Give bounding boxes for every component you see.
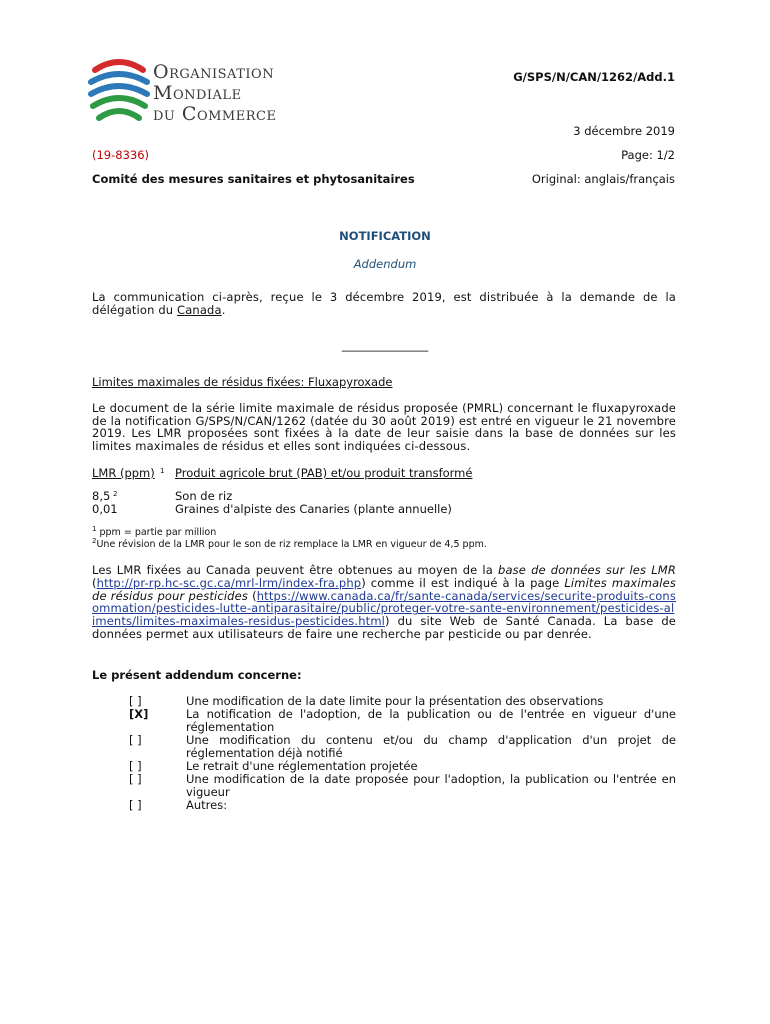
concern-item — [92, 773, 676, 799]
concern-text: Une modification du contenu et/ou du champ d'application d'un projet de réglementation déjà notifié — [186, 733, 676, 760]
mrl-table-header: LMR (ppm) 1 Produit agricole brut (PAB) et/ou produit transformé — [92, 466, 473, 480]
footnote-1 — [92, 524, 487, 539]
logo-line-1: Organisation — [153, 61, 275, 83]
notification-title: NOTIFICATION — [339, 229, 431, 243]
mrl-table — [92, 467, 676, 516]
mrl-value: 8,5 — [92, 489, 111, 503]
intro-text: La communication ci-après, reçue le 3 décembre 2019, est distribuée à la demande de la délégation du — [92, 290, 676, 317]
concern-item — [92, 799, 676, 812]
concern-text: Autres: — [186, 798, 228, 812]
concerns-heading: Le présent addendum concerne: — [92, 668, 302, 682]
pesticide-mrl-page-link[interactable]: https://www.canada.ca/fr/sante-canada/services/securite-produits-consommation/pesticides-lutte-antiparasitaire/public/proteger-votre-sante-environnement/pesticides-aliments/limites-maximales-residus-pesticides.html — [92, 588, 676, 629]
concern-text: La notification de l'adoption, de la publication ou de l'entrée en vigueur d'une réglementation — [186, 707, 676, 734]
mrl-row-1: 8,5 2 Son de riz — [92, 489, 233, 503]
logo-line-3: du Commerce — [153, 103, 277, 125]
addendum-subtitle: Addendum — [353, 257, 417, 271]
body-paragraph: Le document de la série limite maximale de résidus proposée (PMRL) concernant le fluxapyroxade de la notification G/SPS/N/CAN/1262 (datée du 30 août 2019) est entré en vigueur le 21 novembre 2019. Les LMR proposées sont fixées à la date de leur saisie dans la base de données sur les limites maximales de résidus et elles sont indiquées ci-dessous. — [92, 401, 676, 453]
reference-number: (19-8336) — [92, 148, 150, 162]
checkbox-unchecked: [ ] — [129, 733, 142, 747]
product-col-header: Produit agricole brut (PAB) et/ou produit transformé — [175, 466, 473, 480]
footnote-mark: 2 — [92, 536, 97, 545]
wto-logo — [85, 56, 335, 128]
footnote-2 — [92, 536, 487, 551]
intro-paragraph — [92, 291, 676, 316]
checkbox-unchecked: [ ] — [129, 759, 142, 773]
footnote-text: ppm = partie par million — [99, 527, 217, 538]
footnote-text: Une révision de la LMR pour le son de riz remplace la LMR en vigueur de 4,5 ppm. — [96, 539, 487, 550]
separator: _______________ — [341, 338, 429, 352]
mrl-product: Son de riz — [175, 489, 233, 503]
checkbox-unchecked: [ ] — [129, 694, 142, 708]
concern-text: Une modification de la date proposée pour l'adoption, la publication ou l'entrée en vigueur — [186, 772, 676, 799]
concerns-list — [92, 695, 676, 812]
concern-text: Une modification de la date limite pour la présentation des observations — [186, 694, 604, 708]
mrl-col-header: LMR (ppm) — [92, 466, 155, 480]
database-paragraph: Les LMR fixées au Canada peuvent être obtenues au moyen de la base de données sur les LMR (http://pr-rp.hc-sc.gc.ca/mrl-lrm/index-fra.php) comme il est indiqué à la page Limites maximales de résidus pour pesticides (https://www.canada.ca/fr/sante-canada/services/securite-produits-consommation/pesticides-lutte-antiparasitaire/public/proteger-votre-sante-environnement/pesticides-aliments/limites-maximales-residus-pesticides.html) du site Web de Santé Canada. La base de données permet aux utilisateurs de faire une recherche par pesticide ou par denrée. — [92, 563, 676, 641]
checkbox-unchecked: [ ] — [129, 772, 142, 786]
intro-end: . — [221, 302, 226, 317]
logo-text — [153, 62, 343, 125]
checkbox-unchecked: [ ] — [129, 798, 142, 812]
wto-logo-icon — [85, 56, 155, 128]
committee-name: Comité des mesures sanitaires et phytosanitaires — [92, 172, 415, 186]
logo-line-2: Mondiale — [153, 82, 242, 104]
mrl-value: 0,01 — [92, 502, 118, 516]
concern-item — [92, 708, 676, 734]
mrl-product: Graines d'alpiste des Canaries (plante annuelle) — [175, 502, 452, 516]
document-symbol: G/SPS/N/CAN/1262/Add.1 — [513, 70, 675, 84]
subject-line: Limites maximales de résidus fixées: Fluxapyroxade — [92, 375, 393, 389]
concern-item — [92, 734, 676, 760]
intro-country: Canada — [177, 302, 222, 317]
page-number: Page: 1/2 — [621, 148, 675, 162]
db-text-1: Les LMR fixées au Canada peuvent être obtenues au moyen de la — [92, 563, 499, 577]
mrl-row-2 — [92, 503, 676, 516]
concern-text: Le retrait d'une réglementation projetée — [186, 759, 418, 773]
footnote-mark: 1 — [92, 524, 97, 533]
document-date: 3 décembre 2019 — [573, 124, 675, 138]
checkbox-checked: [X] — [129, 707, 149, 721]
original-language: Original: anglais/français — [531, 172, 675, 186]
db-title-italic: base de données sur les LMR — [498, 563, 676, 577]
footnotes — [92, 524, 487, 551]
mrl-database-link[interactable]: http://pr-rp.hc-sc.gc.ca/mrl-lrm/index-fra.php — [96, 575, 362, 590]
db-text-2: comme il est indiqué à la page — [365, 575, 565, 590]
db-text-3: du site Web de Santé Canada. La base de données permet aux utilisateurs de faire une recherche par pesticide ou par denrée. — [92, 614, 676, 641]
db-page-italic: Limites maximales de résidus pour pesticides — [92, 575, 676, 603]
